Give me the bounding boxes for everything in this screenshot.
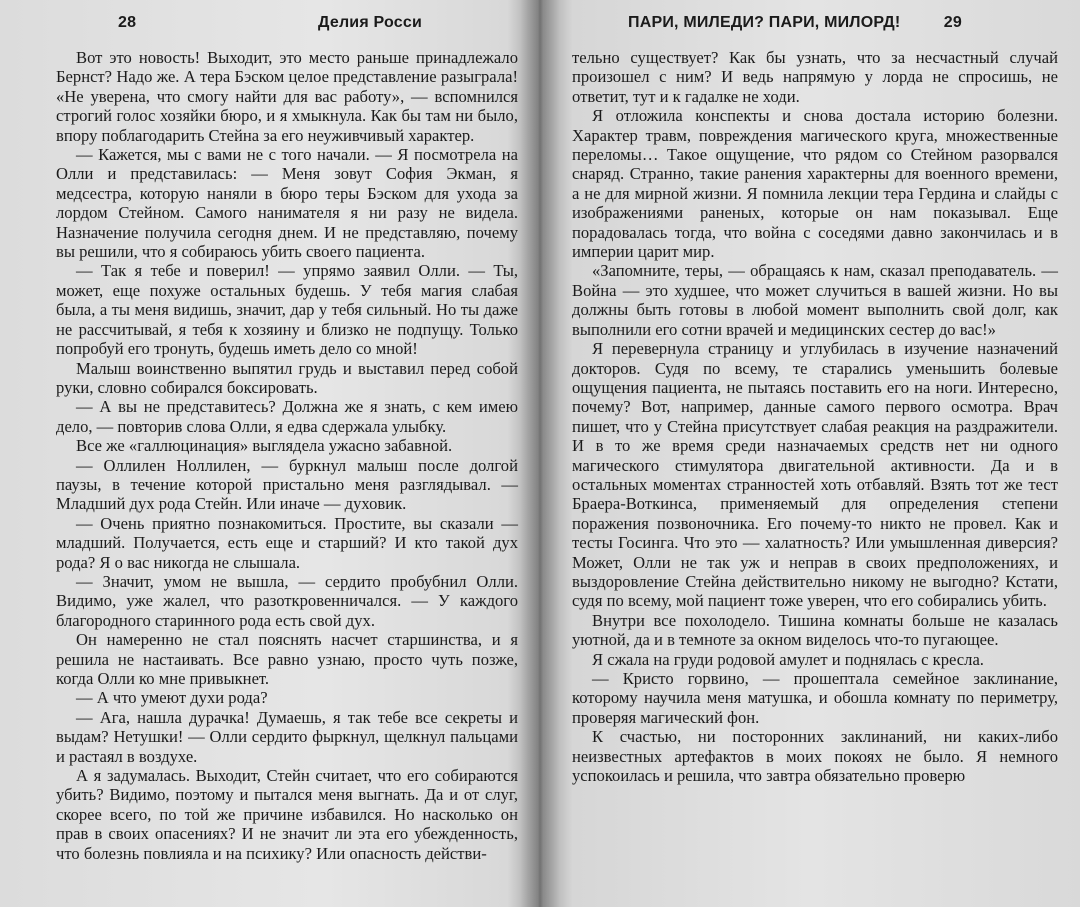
running-head-author: Делия Росси — [318, 14, 422, 31]
paragraph: Внутри все похолодело. Тишина комнаты больше не казалась уютной, да и в темноте за окном виделось что-то пугающее. — [572, 610, 1058, 650]
paragraph: — Значит, умом не вышла, — сердито пробубнил Олли. Видимо, уже жалел, что разоткровенничался. — У каждого благородного старинного рода есть свой дух. — [56, 571, 518, 630]
paragraph: — Так я тебе и поверил! — упрямо заявил Олли. — Ты, может, еще похуже остальных будешь. У тебя магия слабая была, а ты меня видишь, значит, дар у тебя сильный. Но ты даже не рассчитывай, я тебя к хозяину и близко не подпущу. Только попробуй его тронуть, будешь иметь дело со мной! — [56, 261, 518, 359]
left-page-text — [56, 48, 518, 863]
right-page-header — [572, 14, 1058, 48]
paragraph: «Запомните, теры, — обращаясь к нам, сказал преподаватель. — Война — это худшее, что может случиться в вашей жизни. Но вы должны быть готовы в любой момент выполнить свой долг, как выполнили его сотни врачей и медицинских сестер до вас!» — [572, 261, 1058, 339]
left-page-header — [56, 14, 518, 48]
continued-paragraph: тельно существует? Как бы узнать, что за несчастный случай произошел с ним? И ведь напрямую у лорда не спросишь, не ответит, тут и к гадалке не ходи. — [572, 48, 1058, 106]
paragraph: К счастью, ни посторонних заклинаний, ни каких-либо неизвестных артефактов в моих покоях не было. Я немного успокоилась и решила, что завтра обязательно проверю — [572, 727, 1058, 786]
right-page-text — [572, 48, 1058, 785]
paragraph: Вот это новость! Выходит, это место раньше принадлежало Бернст? Надо же. А тера Бэском целое представление разыграла! «Не уверена, что смогу найти для вас работу», — вспомнился строгий голос хозяйки бюро, и я хмыкнула. Как бы там ни было, впору поблагодарить Стейна за его неуживчивый характер. — [56, 48, 518, 145]
page-number-left: 28 — [118, 14, 137, 31]
paragraph: — Ага, нашла дурачка! Думаешь, я так тебе все секреты и выдам? Нетушки! — Олли сердито фыркнул, щелкнул пальцами и растаял в воздухе. — [56, 707, 518, 766]
paragraph: Я перевернула страницу и углубилась в изучение назначений докторов. Судя по всему, те старались уменьшить болевые ощущения пациента, не пытаясь поставить его на ноги. Интересно, почему? Вот, например, данные самого первого осмотра. Врач пишет, что у Стейна присутствует слабая реакция на раздражители. И в то же время среди назначаемых средств нет ни одного магического стимулятора двигательной активности. Да и в остальных моментах странностей хоть отбавляй. Взять тот же тест Браера-Воткинса, применяемый для определения степени поражения позвоночника. Его почему-то никто не провел. Как и тесты Госинга. Что это — халатность? Или умышленная диверсия? Может, Олли не так уж и неправ в своих предположениях, и выздоровление Стейна действительно никому не выгодно? Кстати, судя по всему, мой пациент тоже уверен, что его собирались убить. — [572, 339, 1058, 611]
paragraph: А я задумалась. Выходит, Стейн считает, что его собираются убить? Видимо, поэтому и пытался меня выгнать. Да и от слуг, скорее всего, по той же причине избавился. Но насколько он прав в своих опасениях? И не значит ли эта его убежденность, что болезнь повлияла и на психику? Или опасность действи- — [56, 766, 518, 863]
paragraph: Все же «галлюцинация» выглядела ужасно забавной. — [76, 436, 453, 456]
paragraph: — А что умеют духи рода? — [76, 688, 268, 708]
running-head-title: ПАРИ, МИЛЕДИ? ПАРИ, МИЛОРД! — [628, 14, 901, 31]
paragraph: — А вы не представитесь? Должна же я знать, с кем имею дело, — повторив слова Олли, я едва сдержала улыбку. — [56, 397, 518, 436]
page-number-right: 29 — [943, 14, 962, 31]
paragraph: Я сжала на груди родовой амулет и поднялась с кресла. — [592, 649, 984, 669]
right-page — [544, 0, 1080, 907]
paragraph: — Кристо горвино, — прошептала семейное заклинание, которому научила меня матушка, и обошла комнату по периметру, проверяя магический фон. — [572, 669, 1058, 727]
paragraph: — Очень приятно познакомиться. Простите, вы сказали — младший. Получается, есть еще и старший? И кто такой дух рода? Я о вас никогда не слышала. — [56, 513, 518, 572]
paragraph: Малыш воинственно выпятил грудь и выставил перед собой руки, словно собирался боксировать. — [56, 358, 518, 397]
paragraph: — Кажется, мы с вами не с того начали. — Я посмотрела на Олли и представилась: — Меня зовут София Экман, я медсестра, которую наняли в бюро теры Бэском для ухода за лордом Стейном. Самого нанимателя я ни разу не видела. Назначение получила сегодня днем. И не представляю, почему вы решили, что я собираюсь убить своего пациента. — [56, 145, 518, 262]
paragraph: Я отложила конспекты и снова достала историю болезни. Характер травм, повреждения магического круга, множественные переломы… Такое ощущение, что рядом со Стейном разорвался снаряд. Странно, такие ранения характерны для военного времени, а не для мирной жизни. Я помнила лекции тера Гердина и слайды с изображениями раненых, которые он нам показывал. Еще порадовалась тогда, что война с соседями давно закончилась и в империи царит мир. — [572, 106, 1058, 262]
paragraph: — Оллилен Ноллилен, — буркнул малыш после долгой паузы, в течение которой пристально меня разглядывал. — Младший дух рода Стейн. Или иначе — духовик. — [56, 455, 518, 514]
left-page — [0, 0, 536, 907]
paragraph: Он намеренно не стал пояснять насчет старшинства, и я решила не настаивать. Все равно узнаю, просто чуть позже, когда Олли ко мне привыкнет. — [56, 630, 518, 688]
